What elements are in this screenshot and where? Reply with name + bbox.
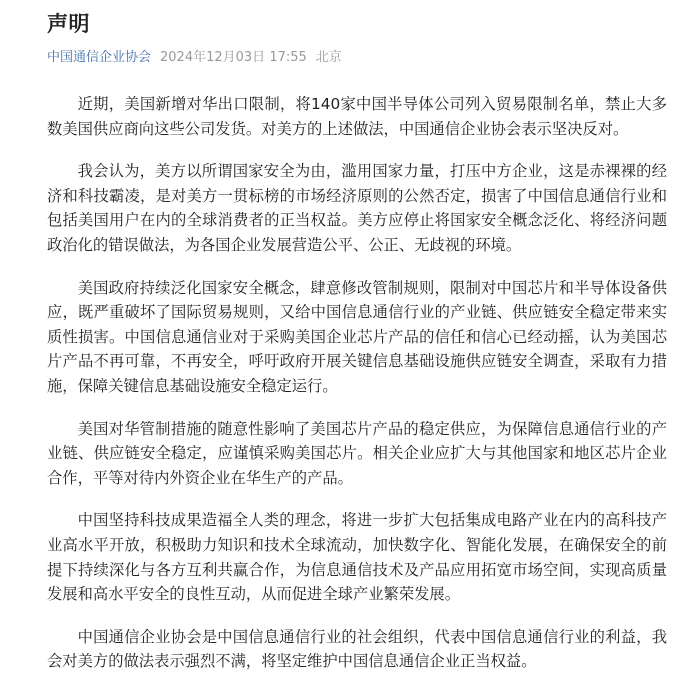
article-meta <box>47 49 667 67</box>
paragraph: 中国通信企业协会是中国信息通信行业的社会组织，代表中国信息通信行业的利益，我会对美方的做法表示强烈不满，将坚定维护中国信息通信企业正当权益。 <box>47 627 667 671</box>
paragraph: 近期，美国新增对华出口限制，将140家中国半导体公司列入贸易限制名单，禁止大多数美国供应商向这些公司发货。对美方的上述做法，中国通信企业协会表示坚决反对。 <box>47 95 667 138</box>
publish-location: 北京 <box>315 50 342 65</box>
publish-date: 2024年12月03日 17:55 <box>160 50 307 65</box>
article-title: 声明 <box>47 12 90 36</box>
article-body <box>47 92 667 674</box>
paragraph: 我会认为，美方以所谓国家安全为由，滥用国家力量，打压中方企业，这是赤裸裸的经济和科技霸凌，是对美方一贯标榜的市场经济原则的公然否定，损害了中国信息通信行业和包括美国用户在内的全球消费者的正当权益。美方应停止将国家安全概念泛化、将经济问题政治化的错误做法，为各国企业发展营造公平、公正、无歧视的环境。 <box>47 162 667 254</box>
source-link[interactable]: 中国通信企业协会 <box>47 50 152 65</box>
article <box>47 0 667 692</box>
paragraph: 中国坚持科技成果造福全人类的理念，将进一步扩大包括集成电路产业在内的高科技产业高水平开放，积极助力知识和技术全球流动，加快数字化、智能化发展，在确保安全的前提下持续深化与各方互利共赢合作，为信息通信技术及产品应用拓宽市场空间，实现高质量发展和高水平安全的良性互动，从而促进全球产业繁荣发展。 <box>47 511 667 604</box>
paragraph: 美国政府持续泛化国家安全概念，肆意修改管制规则，限制对中国芯片和半导体设备供应，既严重破坏了国际贸易规则，又给中国信息通信行业的产业链、供应链安全稳定带来实质性损害。中国信息通信业对于采购美国企业芯片产品的信任和信心已经动摇，认为美国芯片产品不再可靠，不再安全，呼吁政府开展关键信息基础设施供应链安全调查，采取有力措施，保障关键信息基础设施安全稳定运行。 <box>47 278 667 395</box>
paragraph: 美国对华管制措施的随意性影响了美国芯片产品的稳定供应，为保障信息通信行业的产业链、供应链安全稳定，应谨慎采购美国芯片。相关企业应扩大与其他国家和地区芯片企业合作，平等对待内外资企业在华生产的产品。 <box>47 419 667 487</box>
